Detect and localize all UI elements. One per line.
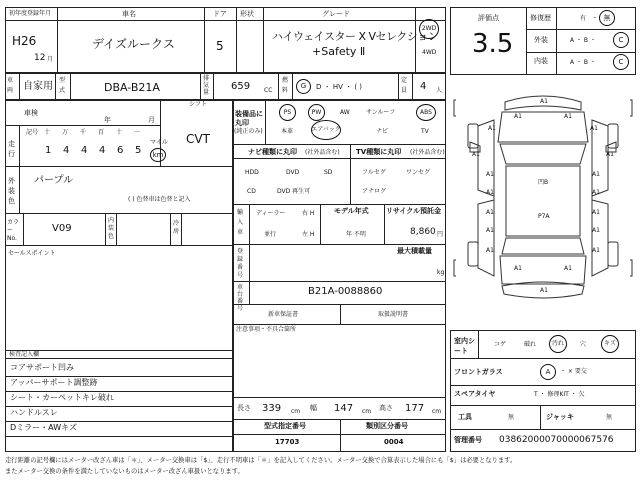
month-suffix: 月 — [47, 56, 54, 63]
footer-note-1: 走行距離の記号欄にはメーター改ざん車は「＊」、メーター交換車は「$」、走行不明車は「＊」を記入してください。メーター交換で合算表示した場合にも「$」は必要となります。 — [5, 457, 517, 464]
shaken-year: 年 — [104, 116, 111, 124]
dmg-label: A1 — [592, 227, 600, 234]
mileage-label: 走行 — [8, 140, 15, 158]
mileage-digit: 1 — [45, 145, 52, 156]
shaken-label: 車検 — [24, 109, 38, 117]
tv: TV — [421, 128, 429, 135]
fuel-others: D ・ HV ・ ( ) — [316, 83, 363, 91]
navi: ナビ — [376, 128, 389, 135]
dmg-label: A1 — [486, 189, 494, 196]
recycle-fee-label: リサイクル預託金 — [386, 207, 442, 215]
interior-grade-label: 内装 — [534, 57, 548, 65]
cc-unit: CC — [264, 87, 273, 94]
inspector-title: 検査記入欄 — [9, 351, 40, 358]
equipment-sub: (純正のみ) — [234, 128, 263, 135]
drive-4wd: 4WD — [422, 49, 437, 56]
shaken-month: 月 — [148, 116, 155, 124]
mileage-digit: 6 — [117, 145, 124, 156]
shift-label: シフト — [189, 101, 208, 108]
shift-value: CVT — [186, 132, 210, 146]
inspector-item: コアサポート凹み — [10, 363, 74, 372]
fuel-gasoline-circled: G — [296, 79, 311, 94]
height-label: 高さ — [379, 404, 393, 412]
height-value: 177 — [405, 403, 425, 414]
seat-tear: 破れ — [524, 341, 537, 348]
dmg-label: 凹B — [538, 179, 549, 186]
tv-sub: (社外品含む) — [410, 149, 445, 156]
repair-yes: 有 — [580, 15, 587, 22]
fuel-label: 燃料 — [282, 77, 289, 94]
tv-title: TV種類に丸印 — [356, 148, 402, 156]
left-hand: 左 H — [302, 231, 315, 238]
persons-unit: 人 — [436, 87, 443, 94]
sunroof: サンルーフ — [366, 109, 396, 116]
navi-dvd-play: DVD 再生可 — [277, 188, 311, 195]
dmg-label: A1 — [514, 265, 522, 272]
recycle-fee: 8,860 — [410, 227, 436, 237]
chassis-number: B21A-0088860 — [308, 286, 383, 297]
tools-label: 工具 — [458, 413, 472, 421]
seat-scratch-circled: キズ — [601, 335, 619, 353]
seat-label: 室内シート — [454, 337, 475, 355]
dmg-label: A1 — [488, 125, 496, 132]
mileage-digit: 4 — [99, 145, 106, 156]
navi-sd: SD — [324, 169, 333, 176]
car-name-label: 車名 — [122, 10, 136, 18]
mile-unit: マイル — [150, 139, 168, 146]
inspector-item: Dミラー・AWキズ — [10, 423, 77, 432]
model-year-label: モデル年式 — [334, 207, 369, 215]
capacity-label: 定員 — [401, 77, 408, 94]
mileage-digit-header: 十 — [44, 129, 51, 136]
dmg-label: A1 — [592, 189, 600, 196]
grade-label: グレード — [322, 10, 350, 18]
dmg-label: A1 — [486, 247, 494, 254]
inspector-item: アッパーサポート調整跡 — [10, 378, 98, 387]
tv-analog: アナログ — [362, 188, 387, 195]
reg-no-label: 登録番号 — [237, 248, 244, 279]
first-reg-label: 初年度登録年月 — [9, 10, 52, 17]
mileage-digit-header: 一 — [134, 129, 141, 136]
new-warranty: 新車保証書 — [268, 311, 299, 318]
vehicle-label: 車両 — [7, 77, 14, 94]
pw-circled: PW — [308, 104, 325, 121]
first-reg-month: 12 — [34, 53, 46, 63]
class-no-label: 類別区分番号 — [366, 422, 408, 430]
navi-sub: (社外品含む) — [305, 149, 340, 156]
mileage-digit: 5 — [135, 145, 142, 156]
recycle-label: 冷房 — [173, 220, 180, 235]
exterior-grade-ab: A ・ B ・ — [570, 37, 596, 44]
mileage-digit-header: 記号 — [26, 129, 39, 136]
dmg-label: A1 — [486, 227, 494, 234]
exterior-color: パープル — [34, 175, 74, 186]
exterior-color-label: 外装色 — [8, 177, 15, 205]
dmg-label: A1 — [564, 265, 572, 272]
navi-hdd: HDD — [245, 169, 259, 176]
abs-circled: ABS — [416, 104, 436, 121]
car-name: デイズルークス — [92, 37, 175, 51]
displacement-value: 659 — [231, 81, 251, 92]
import-parallel: 並行 — [264, 231, 277, 238]
repair-no-circled: 無 — [599, 10, 615, 26]
notes-label: 注意事項・不具合箇所 — [236, 326, 297, 333]
dmg-label: A1 — [486, 171, 494, 178]
length-value: 339 — [262, 403, 282, 414]
spare-label: スペアタイヤ — [454, 390, 496, 398]
capacity-value: 4 — [420, 81, 427, 92]
mileage-digit-header: 万 — [62, 129, 69, 136]
mileage-digit-header: 百 — [98, 129, 105, 136]
type-no: 17703 — [275, 438, 300, 446]
score-value: 3.5 — [472, 29, 514, 59]
spare-options: T ・ 修理KIT ・ 欠 — [534, 391, 585, 398]
ps-circled: PS — [279, 104, 296, 121]
model-code: DBA-B21A — [104, 81, 160, 94]
shape-label: 形状 — [240, 10, 254, 18]
glass-a-circled: A — [540, 364, 556, 380]
color-no-label: カラーNo. — [7, 219, 20, 242]
footer-note-2: またメーター交換の条件を満たしていないものはメーター改ざん車扱いとなります。 — [5, 468, 244, 475]
mgmt-number: 03862000070000067576 — [499, 435, 614, 445]
seat-dirt-circled: 汚れ — [549, 335, 567, 353]
inspector-row-line — [5, 436, 233, 437]
width-value: 147 — [334, 403, 354, 414]
height-unit: cm — [432, 408, 442, 415]
interior-color-label: 内装色 — [108, 217, 115, 240]
navi-dvd: DVD — [286, 169, 300, 176]
right-hand: 右 H — [302, 210, 315, 217]
dmg-label: A1 — [540, 98, 548, 105]
dmg-label: A1 — [592, 209, 600, 216]
jack-value: 無 — [606, 414, 613, 421]
mileage-digit-header: 十 — [116, 129, 123, 136]
inspector-row-line — [5, 421, 233, 422]
model-label: 型式 — [59, 77, 66, 94]
inspector-item: シート・カーペットキレ破れ — [10, 393, 114, 402]
inspector-item: ハンドルスレ — [10, 408, 58, 417]
seat-burn: コゲ — [494, 341, 507, 348]
header-divider — [5, 20, 446, 21]
dmg-label: A1 — [592, 171, 600, 178]
seat-hole: 穴 — [580, 341, 587, 348]
drive-2wd-circled: 2WD — [419, 19, 439, 39]
dmg-label: P7A — [538, 213, 550, 220]
dmg-label: A1 — [592, 247, 600, 254]
dmg-label: A1 — [540, 287, 548, 294]
door-label: ドア — [213, 10, 227, 18]
repair-label: 修復歴 — [530, 14, 551, 22]
exterior-grade-c-circled: C — [613, 32, 629, 48]
exterior-grade-label: 外装 — [534, 36, 548, 44]
class-no: 0004 — [384, 438, 404, 446]
glass-other: ・ × 要交 — [560, 368, 587, 375]
navi-cd: CD — [247, 188, 256, 195]
leather: 本革 — [281, 128, 294, 135]
dmg-label: A1 — [486, 209, 494, 216]
mileage-digit-header: 千 — [80, 129, 87, 136]
glass-label: フロントガラス — [454, 368, 503, 376]
km-unit-circled: km — [150, 148, 166, 162]
width-label: 幅 — [310, 404, 317, 412]
sales-point-label: セールスポイント — [8, 250, 56, 257]
width-unit: cm — [362, 408, 372, 415]
dmg-label: A1 — [590, 125, 598, 132]
inspector-row-line — [5, 391, 233, 392]
type-no-label: 型式指定番号 — [264, 422, 306, 430]
navi-title: ナビ種類に丸印 — [248, 148, 297, 156]
door-count: 5 — [216, 39, 224, 53]
length-unit: cm — [291, 408, 301, 415]
color-change-note: ( ) 色替車は色替と記入 — [128, 196, 191, 203]
yen-unit: 円 — [437, 231, 444, 238]
grade-line2: +Safety Ⅱ — [312, 45, 366, 58]
import-label: 輸入車 — [237, 209, 244, 236]
interior-grade-ab: A ・ B ・ — [570, 59, 596, 66]
damage-diagram — [450, 80, 636, 330]
tv-oneseg: ワンセグ — [406, 169, 431, 176]
vehicle-row — [5, 73, 446, 100]
aw: AW — [340, 109, 350, 116]
manual: 取扱説明書 — [378, 311, 409, 318]
mgmt-label: 管理番号 — [454, 436, 482, 444]
interior-grade-c-circled: C — [613, 54, 629, 70]
mileage-digit: 4 — [63, 145, 70, 156]
vehicle-use: 自家用 — [23, 81, 53, 92]
dmg-label: A1 — [472, 151, 480, 158]
inspector-row-line — [5, 406, 233, 407]
tools-value: 無 — [508, 414, 515, 421]
repair-sep: ・ — [592, 15, 599, 22]
dmg-label: A1 — [514, 113, 522, 120]
first-reg-era: H26 — [12, 34, 37, 48]
jack-label: ジャッキ — [546, 413, 574, 421]
color-no-value: V09 — [52, 223, 72, 234]
mileage-digit: 4 — [81, 145, 88, 156]
tv-fullseg: フルセグ — [362, 169, 386, 176]
length-label: 長さ — [237, 404, 251, 412]
max-load-label: 最大積載量 — [397, 247, 432, 255]
import-dealer: ディーラー — [256, 210, 286, 217]
inspector-row-line — [5, 376, 233, 377]
score-label: 評価点 — [478, 14, 499, 22]
chassis-label: 車台番号 — [237, 284, 244, 312]
dmg-label: A1 — [606, 151, 614, 158]
dmg-label: A1 — [564, 113, 572, 120]
grade-line1: ハイウェイスター X Vセレクション — [272, 30, 439, 43]
displacement-label: 排気量 — [203, 75, 210, 96]
airbag-circled: エアバック — [311, 120, 341, 140]
kg-unit: kg — [437, 269, 445, 276]
model-year: 年 不明 — [346, 231, 366, 238]
equipment-label: 装備品に丸印 — [235, 110, 263, 127]
